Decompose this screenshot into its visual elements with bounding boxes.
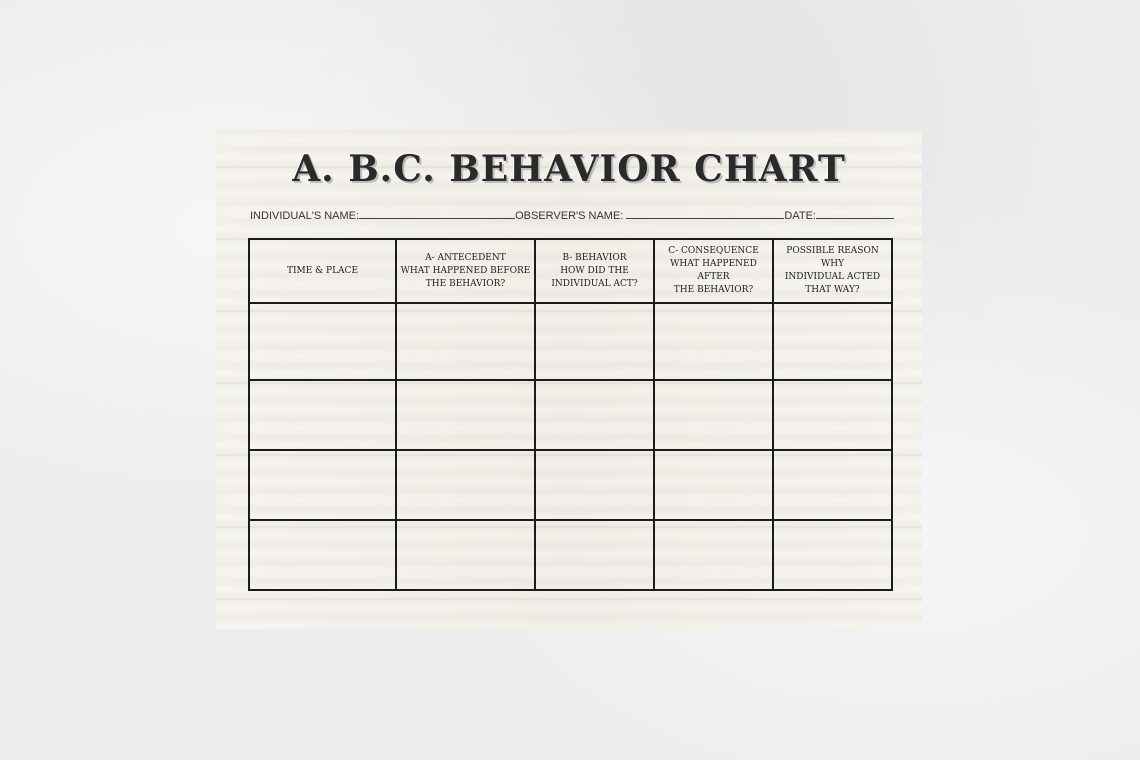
- column-header-possible-reason: POSSIBLE REASON WHY INDIVIDUAL ACTED THAT WAY?: [773, 239, 892, 303]
- table-cell[interactable]: [535, 520, 654, 590]
- table-cell[interactable]: [535, 380, 654, 450]
- table-cell[interactable]: [654, 303, 773, 380]
- table-row: [249, 520, 892, 590]
- header-fields: [250, 208, 890, 222]
- table-cell[interactable]: [773, 380, 892, 450]
- table-row: [249, 380, 892, 450]
- date-line[interactable]: [816, 208, 894, 219]
- table-cell[interactable]: [396, 520, 535, 590]
- table-cell[interactable]: [773, 450, 892, 520]
- table-cell[interactable]: [535, 450, 654, 520]
- column-header-antecedent: A- ANTECEDENT WHAT HAPPENED BEFORE THE BEHAVIOR?: [396, 239, 535, 303]
- column-header-behavior: B- BEHAVIOR HOW DID THE INDIVIDUAL ACT?: [535, 239, 654, 303]
- date-label: DATE:: [784, 210, 816, 222]
- table-cell[interactable]: [396, 450, 535, 520]
- table-row: [249, 303, 892, 380]
- header-row: [249, 239, 892, 303]
- table-cell[interactable]: [249, 520, 396, 590]
- table-cell[interactable]: [249, 450, 396, 520]
- observer-name-line[interactable]: [626, 208, 784, 219]
- individual-name-label: INDIVIDUAL'S NAME:: [250, 210, 360, 222]
- table-cell[interactable]: [773, 520, 892, 590]
- column-header-consequence: C- CONSEQUENCE WHAT HAPPENED AFTER THE BEHAVIOR?: [654, 239, 773, 303]
- table-cell[interactable]: [249, 303, 396, 380]
- observer-name-label: OBSERVER'S NAME:: [515, 210, 624, 222]
- table-cell[interactable]: [654, 380, 773, 450]
- table-cell[interactable]: [249, 380, 396, 450]
- table-cell[interactable]: [654, 450, 773, 520]
- abc-table: [248, 238, 893, 591]
- table-cell[interactable]: [396, 380, 535, 450]
- table-cell[interactable]: [654, 520, 773, 590]
- column-header-time-place: TIME & PLACE: [249, 239, 396, 303]
- table-cell[interactable]: [773, 303, 892, 380]
- table-row: [249, 450, 892, 520]
- table-cell[interactable]: [396, 303, 535, 380]
- table-cell[interactable]: [535, 303, 654, 380]
- behavior-chart-sheet: [216, 130, 922, 630]
- individual-name-line[interactable]: [359, 208, 515, 219]
- chart-title: A. B.C. BEHAVIOR CHART: [292, 148, 846, 190]
